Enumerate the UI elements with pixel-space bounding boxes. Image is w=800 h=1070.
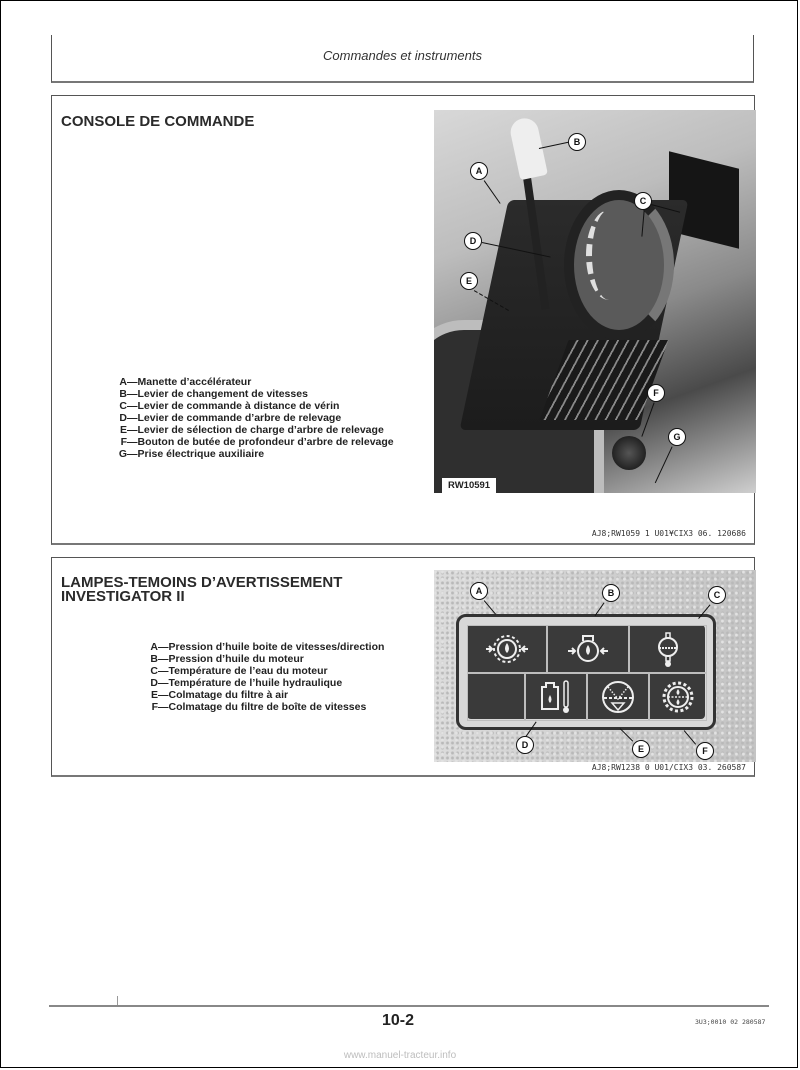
leader-line bbox=[684, 730, 697, 745]
legend-item: F—Bouton de butée de profondeur d’arbre de relevage bbox=[120, 436, 394, 448]
callout-a: A bbox=[470, 582, 488, 600]
legend-item: D—Température de l’huile hydraulique bbox=[150, 677, 343, 689]
console-legend bbox=[117, 376, 394, 460]
warning-panel-photo bbox=[434, 570, 756, 762]
callout-a: A bbox=[470, 162, 488, 180]
leader-line bbox=[483, 180, 500, 204]
lamp-coolant-temperature bbox=[629, 625, 707, 673]
warning-legend bbox=[148, 641, 384, 713]
lamp-air-filter bbox=[587, 673, 649, 721]
callout-e: E bbox=[460, 272, 478, 290]
hydraulic-oil-temperature-icon bbox=[534, 677, 578, 717]
callout-d: D bbox=[464, 232, 482, 250]
transmission-filter-icon bbox=[656, 677, 700, 717]
section-header-title: Commandes et instruments bbox=[323, 48, 482, 63]
page-header bbox=[51, 35, 754, 83]
console-photo bbox=[434, 110, 756, 493]
indicator-panel bbox=[456, 614, 716, 730]
lamp-engine-oil-pressure bbox=[547, 625, 629, 673]
depth-knob-shape bbox=[612, 436, 646, 470]
legend-item: F—Colmatage du filtre de boîte de vitesses bbox=[151, 701, 367, 713]
dial-shape bbox=[564, 190, 674, 340]
coolant-temperature-icon bbox=[646, 629, 690, 669]
leader-line bbox=[655, 446, 673, 483]
leader-line bbox=[620, 728, 634, 742]
lamp-blank bbox=[467, 673, 525, 721]
lamp-transmission-oil-pressure bbox=[467, 625, 547, 673]
callout-f: F bbox=[647, 384, 665, 402]
callout-c: C bbox=[708, 586, 726, 604]
console-section-title: CONSOLE DE COMMANDE bbox=[61, 113, 255, 130]
console-section bbox=[51, 95, 755, 545]
legend-item: C—Levier de commande à distance de vérin bbox=[119, 400, 340, 412]
console-reference-code: AJ8;RW1059 1 U01¥CIX3 06. 120686 bbox=[591, 529, 746, 538]
watermark: www.manuel-tracteur.info bbox=[343, 1050, 457, 1061]
footer-reference-code: 3U3;0010 02 280587 bbox=[695, 1018, 766, 1026]
legend-item: C—Température de l’eau du moteur bbox=[150, 665, 328, 677]
legend-item: A—Pression d’huile boite de vitesses/direction bbox=[150, 641, 385, 653]
callout-d: D bbox=[516, 736, 534, 754]
callout-e: E bbox=[632, 740, 650, 758]
lamp-hydraulic-oil-temperature bbox=[525, 673, 587, 721]
legend-item: E—Levier de sélection de charge d’arbre de relevage bbox=[119, 424, 384, 436]
legend-item: B—Levier de changement de vitesses bbox=[119, 388, 308, 400]
leader-line bbox=[484, 600, 497, 615]
photo-id-tag: RW10591 bbox=[442, 478, 496, 493]
warning-lamps-section bbox=[51, 557, 755, 777]
page-number: 10-2 bbox=[382, 1012, 415, 1029]
warning-reference-code: AJ8;RW1238 0 U01/CIX3 03. 260587 bbox=[591, 763, 746, 772]
transmission-oil-pressure-icon bbox=[485, 629, 529, 669]
warning-section-title: LAMPES-TEMOINS D’AVERTISSEMENT INVESTIGATOR II bbox=[61, 574, 343, 605]
legend-item: A—Manette d’accélérateur bbox=[119, 376, 252, 388]
air-filter-icon bbox=[596, 677, 640, 717]
engine-oil-pressure-icon bbox=[566, 629, 610, 669]
callout-c: C bbox=[634, 192, 652, 210]
footer-rule bbox=[49, 1005, 769, 1007]
lamp-transmission-filter bbox=[649, 673, 707, 721]
legend-item: G—Prise électrique auxiliaire bbox=[118, 448, 265, 460]
callout-f: F bbox=[696, 742, 714, 760]
legend-item: B—Pression d’huile du moteur bbox=[150, 653, 304, 665]
callout-g: G bbox=[668, 428, 686, 446]
legend-item: D—Levier de commande d’arbre de relevage bbox=[119, 412, 342, 424]
callout-b: B bbox=[602, 584, 620, 602]
legend-item: E—Colmatage du filtre à air bbox=[150, 689, 289, 701]
callout-b: B bbox=[568, 133, 586, 151]
leader-line bbox=[539, 142, 569, 150]
indicator-panel-face bbox=[467, 625, 705, 719]
